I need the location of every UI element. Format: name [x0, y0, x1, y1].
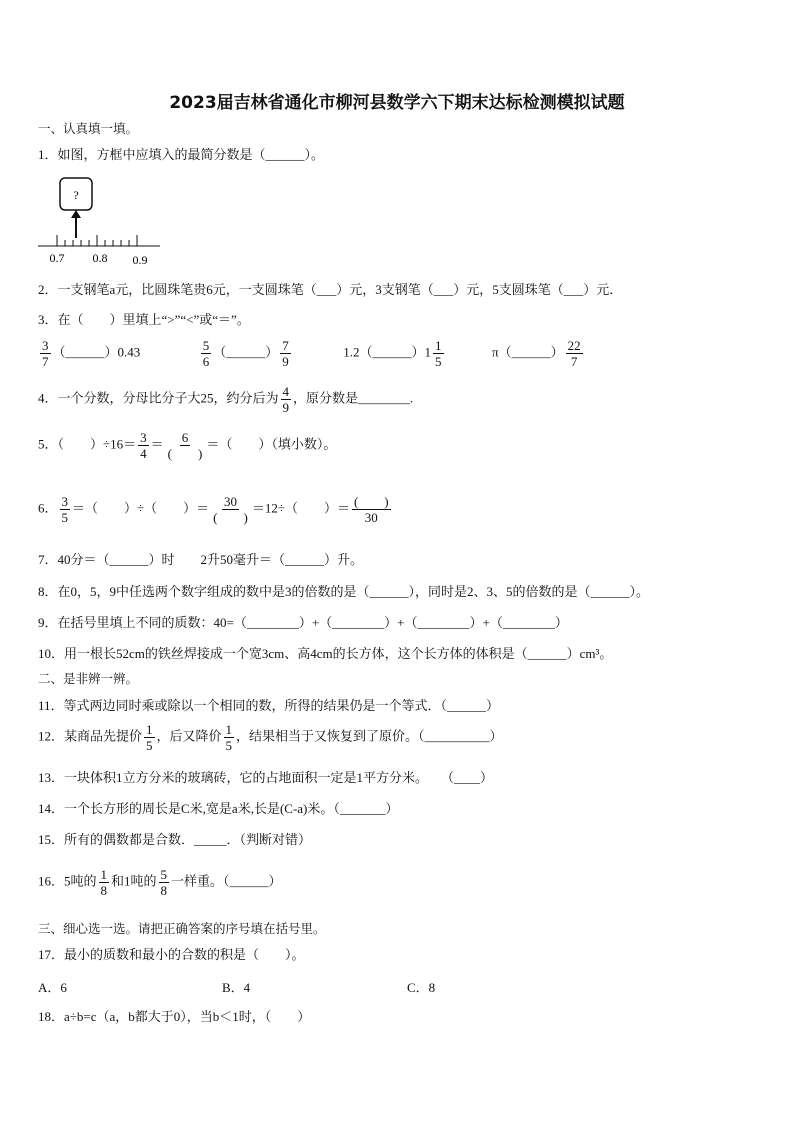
question-6: 6． $\frac{3}{5}$ ＝（ ）÷（ ）＝ $\frac{30}{( )}$ ＝12÷（ ）＝ $\frac{( )}{30}$	[38, 494, 389, 525]
question-2: 2．一支钢笔a元，比圆珠笔贵6元，一支圆珠笔（___）元，3支钢笔（___）元，5支圆珠笔（___）元．	[38, 282, 623, 297]
section-heading-3: 三、细心选一选。请把正确答案的序号填在括号里。	[38, 922, 326, 936]
fraction: $\frac{7}{9}$	[282, 338, 289, 369]
question-14: 14．一个长方形的周长是C米,宽是a米,长是(C-a)米。（_______）	[38, 801, 399, 816]
fraction: $\frac{3}{7}$	[42, 338, 49, 369]
fraction: $\frac{6}{( )}$	[167, 430, 203, 461]
answer-box-mark: ?	[73, 188, 79, 202]
tick-label-0.9: 0.9	[132, 253, 148, 267]
fraction: $\frac{22}{7}$	[567, 338, 581, 369]
fraction: $\frac{4}{9}$	[282, 384, 290, 415]
section-heading-2: 二、是非辨一辨。	[38, 672, 139, 686]
question-4: 4．一个分数，分母比分子大25，约分后为 $\frac{4}{9}$ ，原分数是________.	[38, 384, 414, 415]
tick-label-0.7: 0.7	[49, 251, 65, 265]
question-10: 10．用一根长52cm的铁丝焊接成一个宽3cm、高4cm的长方体，这个长方体的体积是（______）cm³。	[38, 646, 613, 661]
fraction: $\frac{3}{4}$	[140, 430, 147, 461]
question-16: 16．5吨的 $\frac{1}{8}$ 和1吨的 $\frac{5}{8}$ 一样重。（______）	[38, 867, 282, 898]
fraction: $\frac{1}{8}$	[100, 867, 108, 898]
fraction: $\frac{1}{5}$	[146, 722, 153, 753]
fraction: $\frac{1}{5}$	[435, 338, 442, 369]
question-7: 7．40分＝（______）时 2升50毫升＝（______）升。	[38, 552, 364, 567]
question-12: 12．某商品先提价 $\frac{1}{5}$ ，后又降价 $\frac{1}{5}$ ，结果相当于又恢复到了原价。（__________）	[38, 722, 503, 753]
question-11: 11．等式两边同时乘或除以一个相同的数，所得的结果仍是一个等式．（______）	[38, 698, 500, 713]
page-title: 2023届吉林省通化市柳河县数学六下期末达标检测模拟试题	[169, 93, 625, 113]
question-17: 17．最小的质数和最小的合数的积是（ ）。	[38, 947, 305, 962]
fraction: $\frac{5}{6}$	[202, 338, 210, 369]
arrow-head	[71, 210, 81, 218]
question-3: 3．在（ ）里填上“>”“<”或“＝”。	[38, 312, 250, 327]
option-a: A．6	[38, 980, 67, 995]
question-8: 8．在0，5，9中任选两个数字组成的数中是3的倍数的是（______），同时是2、3、5的倍数的是（______）。	[38, 584, 650, 599]
number-line-figure	[36, 176, 166, 268]
fraction: $\frac{( )}{30}$	[353, 494, 389, 525]
question-5: 5．（ ）÷16＝ $\frac{3}{4}$ ＝ $\frac{6}{( )}$ ＝（ ）（填小数）。	[38, 430, 337, 461]
question-13: 13．一块体积1立方分米的玻璃砖，它的占地面积一定是1平方分米。 （____）	[38, 770, 494, 785]
question-1: 1．如图，方框中应填入的最简分数是（______）。	[38, 147, 325, 162]
fraction: $\frac{30}{( )}$	[213, 494, 248, 525]
fraction: $\frac{1}{5}$	[225, 722, 233, 753]
question-15: 15．所有的偶数都是合数．_____．（判断对错）	[38, 832, 312, 847]
section-heading-1: 一、认真填一填。	[38, 122, 139, 136]
question-9: 9．在括号里填上不同的质数：40=（________）+（________）+（________）+（________）	[38, 615, 568, 630]
question-3-items: $\frac{3}{7}$ （______）0.43 $\frac{5}{6}$ （______） $\frac{7}{9}$ 1.2（______）1 $\frac{1}{5}$ π（______） $\frac{22}{7}$	[42, 338, 581, 369]
fraction: $\frac{3}{5}$	[61, 494, 69, 525]
question-18: 18．a÷b=c（a，b都大于0），当b＜1时，（ ）	[38, 1009, 311, 1024]
option-c: C．8	[407, 980, 436, 995]
option-b: B．4	[222, 980, 251, 995]
fraction: $\frac{5}{8}$	[160, 867, 168, 898]
tick-label-0.8: 0.8	[92, 251, 108, 265]
